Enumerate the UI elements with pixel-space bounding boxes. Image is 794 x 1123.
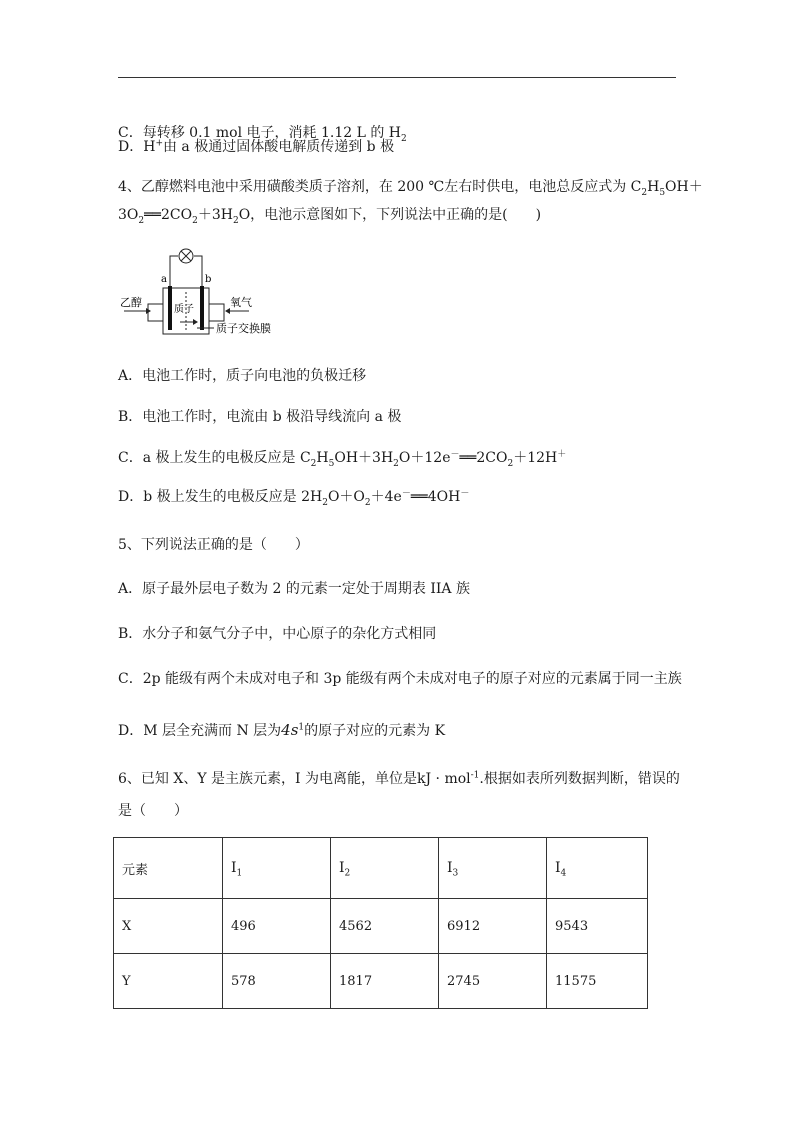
q5-option-c: C．2p 能级有两个未成对电子和 3p 能级有两个未成对电子的原子对应的元素属于同一主族 <box>118 671 682 687</box>
wire-right <box>194 256 202 286</box>
table-cell: 496 <box>223 899 331 954</box>
inlet-left <box>148 304 163 321</box>
inlet-right <box>209 304 224 321</box>
q4-option-c: C．a 极上发生的电极反应是 $C_2H_5OH+3H_2O+12e^-══2CO_2+12H^+$ <box>118 449 567 469</box>
q3-option-c: C．每转移 0.1 mol 电子，消耗 1.12 L 的 $H_2$ <box>118 125 407 144</box>
table-cell: 578 <box>223 954 331 1009</box>
q4-option-a: A．电池工作时，质子向电池的负极迁移 <box>118 368 367 384</box>
table-header-cell: $I_3$ <box>439 838 547 899</box>
q4-stem-line1: 4、乙醇燃料电池中采用磺酸类质子溶剂，在 200 ℃左右时供电，电池总反应式为 $C_2H_5OH+$ <box>118 179 703 198</box>
orbital-notation: 4s <box>281 721 299 739</box>
label-b: b <box>205 274 212 285</box>
table-row <box>114 899 648 954</box>
table-header-cell: 元素 <box>114 838 223 899</box>
fuel-cell-diagram <box>118 240 308 340</box>
unit-text: kJ · mol <box>417 771 471 787</box>
table-cell: 6912 <box>439 899 547 954</box>
header-rule <box>118 77 676 78</box>
table-cell: 9543 <box>547 899 648 954</box>
bulb-icon <box>179 249 193 263</box>
q3-option-d: D．H+由 a 极通过固体酸电解质传递到 b 极 <box>118 138 395 155</box>
label-proton: 质子 <box>174 304 194 315</box>
q6-stem-line1: 6、已知 X、Y 是主族元素，I 为电离能，单位是kJ · mol$^{-1}$.根据如表所列数据判断，错误的 <box>118 770 680 787</box>
label-membrane: 质子交换膜 <box>216 322 271 335</box>
q4-stem-line2: $3O_2══2CO_2+3H_2O$，电池示意图如下，下列说法中正确的是( ) <box>118 207 542 226</box>
table-header-cell: $I_4$ <box>547 838 648 899</box>
table-cell: 4562 <box>331 899 439 954</box>
table-cell: Y <box>114 954 223 1009</box>
table-header-row <box>114 838 648 899</box>
electrode-a <box>168 286 172 330</box>
wire-left <box>170 256 178 286</box>
table-row <box>114 954 648 1009</box>
ionization-energy-table <box>113 837 648 1009</box>
q5-option-b: B．水分子和氨气分子中，中心原子的杂化方式相同 <box>118 626 437 642</box>
label-a: a <box>161 274 167 285</box>
table-cell: 1817 <box>331 954 439 1009</box>
q4-option-b: B．电池工作时，电流由 b 极沿导线流向 a 极 <box>118 409 402 425</box>
label-ethanol: 乙醇 <box>120 296 142 309</box>
table-cell: 11575 <box>547 954 648 1009</box>
q5-option-d: D．M 层全充满而 N 层为$4s^1$的原子对应的元素为 K <box>118 721 446 739</box>
table-cell: X <box>114 899 223 954</box>
q6-stem-line2: 是（ ） <box>118 803 188 819</box>
table-cell: 2745 <box>439 954 547 1009</box>
q4-option-d: D．b 极上发生的电极反应是 $2H_2O+O_2+4e^-══4OH^-$ <box>118 488 470 508</box>
q5-stem: 5、下列说法正确的是（ ） <box>118 537 309 553</box>
proton-arrowhead <box>193 319 198 325</box>
table-header-cell: $I_1$ <box>223 838 331 899</box>
electrode-b <box>200 286 204 330</box>
table-header-cell: $I_2$ <box>331 838 439 899</box>
q5-option-a: A．原子最外层电子数为 2 的元素一定处于周期表 IIA 族 <box>118 581 470 597</box>
label-oxygen: 氧气 <box>230 296 252 309</box>
